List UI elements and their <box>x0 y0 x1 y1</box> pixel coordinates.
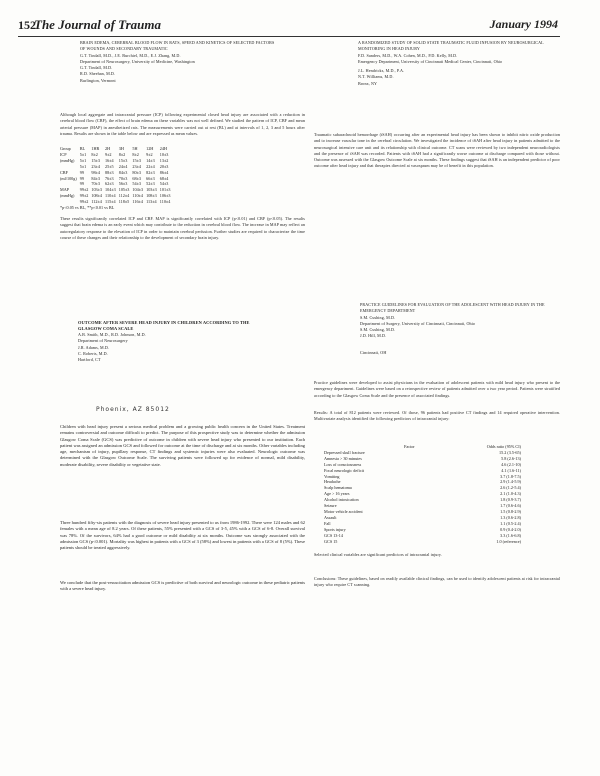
table-cell: 99±2 <box>79 187 89 193</box>
table-cell: 8±2 <box>132 151 139 157</box>
right-abstract-methods: Practice guidelines were developed to assist physicians in the evaluation of adolescent patients with mild head injury who present to the emergency department. Guidelines were based on a retrospective review of patients admitted over a two year period. Patients were stratified according to the Glasgow Coma Scale and the presence of associated findings. <box>314 380 560 398</box>
table-cell: 104±3 <box>105 187 116 193</box>
table-cell: 101±3 <box>159 187 171 193</box>
right-top-title: A RANDOMIZED STUDY OF SOLID STATE TRAUMATIC FLUID INFUSION BY NEUROSURGICAL MONITORING IN HEAD INJURY <box>358 40 544 52</box>
table-cell: 110±4 <box>105 193 116 199</box>
right-table-header-factor: Factor <box>404 444 415 449</box>
left-top-author3: R.D. Sheehan, M.D. <box>80 71 116 77</box>
left-box-authors: A.B. Smith, M.D., R.D. Johnson, M.D. <box>78 332 146 337</box>
table-cell: 99±2 <box>79 199 89 205</box>
factor-cell: Alcohol intoxication <box>324 497 359 503</box>
right-table-body <box>324 450 524 545</box>
table-cell: 68±4 <box>159 175 169 181</box>
table-cell: 84±3 <box>91 175 100 181</box>
table-cell: 2H <box>105 146 111 151</box>
left-top-author2: G.T. Tindall, M.D. <box>80 65 113 71</box>
table-cell: 68±3 <box>132 175 141 181</box>
table-cell: 98±4 <box>91 169 100 175</box>
right-top-author3: N.T. Williams, M.D. <box>358 74 394 80</box>
factor-cell: Age > 16 years <box>324 491 350 497</box>
table-cell: 20±3 <box>159 163 169 169</box>
table-cell: 106±3 <box>159 193 171 199</box>
right-mid-city: Cincinnati, OH <box>360 349 387 355</box>
factor-cell: Sports injury <box>324 526 346 532</box>
table-cell: 62±3 <box>105 181 114 187</box>
right-top-city: Bronx, NY <box>358 80 378 86</box>
right-mid-affiliation: Department of Surgery, University of Cincinnati, Cincinnati, Ohio <box>360 320 476 326</box>
factor-cell: Fall <box>324 520 331 526</box>
table-cell: BL <box>79 146 86 151</box>
table-cell: 23±4 <box>132 163 141 169</box>
table-cell: 14±3 <box>146 157 155 163</box>
odds-cell: 15.2 (3.5-65) <box>499 449 521 455</box>
right-table-note: Selected clinical variables are significant predictors of intracranial injury. <box>314 552 442 557</box>
table-cell: (mmHg) <box>60 193 75 199</box>
factor-cell: Focal neurologic deficit <box>324 467 365 473</box>
table-cell: 16±4 <box>105 157 114 163</box>
journal-title: The Journal of Trauma <box>34 17 162 32</box>
table-cell: 99 <box>79 169 84 175</box>
odds-cell: 1.5 (0.8-2.9) <box>500 508 521 514</box>
right-data-table <box>324 444 524 544</box>
table-cell: 8±2 <box>118 151 126 157</box>
right-top-authors: F.D. Sanders, M.D., W.A. Cohen, M.D., P.D. Kelly, M.D. <box>358 52 458 58</box>
table-cell: (mmHg) <box>60 157 75 163</box>
table-cell: 84±3 <box>118 169 128 175</box>
table-cell: 56±3 <box>118 181 128 187</box>
right-mid-title: PRACTICE GUIDELINES FOR EVALUATION OF THE ADOLESCENT WITH HEAD INJURY IN THE EMERGENCY DEPARTMENT <box>360 302 545 314</box>
header-rule <box>18 36 560 37</box>
table-cell: 108±4 <box>91 193 103 199</box>
table-cell: 5±1 <box>79 163 87 169</box>
table-cell: 113±4 <box>146 199 157 205</box>
table-cell: 118±5 <box>118 199 130 205</box>
odds-cell: 5.8 (2.6-13) <box>501 455 521 461</box>
right-top-author2: J.L. Hendricks, M.D., P.A. <box>358 68 405 74</box>
table-cell: 105±3 <box>118 187 130 193</box>
right-mid-author3: J.D. Hill, M.D. <box>360 333 387 339</box>
factor-cell: Headache <box>324 479 341 485</box>
factor-cell: GCS 15 <box>324 538 338 544</box>
right-abstract-results: Results: A total of 812 patients were reviewed. Of those, 96 patients had positive CT findings and 14 required operative intervention. Multivariate analysis identified the following predictors of intracranial injury: <box>314 410 560 422</box>
odds-cell: 1.3 (0.6-2.8) <box>500 514 521 520</box>
table-cell: 5H <box>132 146 138 151</box>
table-cell: 24H <box>159 146 167 151</box>
table-row <box>324 539 524 545</box>
right-mid-abstract-header <box>360 302 555 356</box>
table-cell: 9±2 <box>146 151 153 157</box>
left-box-title: OUTCOME AFTER SEVERE HEAD INJURY IN CHILDREN ACCORDING TO THE GLASGOW COMA SCALE <box>78 320 250 331</box>
odds-cell: 2.1 (1.0-4.3) <box>500 491 521 497</box>
table-cell: 1HR <box>91 146 100 151</box>
right-mid-author2: S.M. Cushing, M.D. <box>360 327 396 333</box>
left-body-conclusion: We conclude that the post-resuscitation admission GCS is predictive of both survival and neurologic outcome in these pediatric patients with a severe head injury. <box>60 580 305 592</box>
left-box-author2: J.R. Adams, M.D. <box>78 344 110 350</box>
table-cell: 110±4 <box>132 193 143 199</box>
factor-cell: Seizure <box>324 503 337 509</box>
left-table-note-row <box>60 205 173 211</box>
odds-cell: 2.6 (1.2-5.4) <box>500 485 521 491</box>
odds-cell: 3.7 (1.8-7.5) <box>500 473 521 479</box>
factor-cell: Scalp hematoma <box>324 485 352 491</box>
right-top-abstract-header <box>358 40 548 87</box>
table-cell: 80±3 <box>132 169 141 175</box>
table-cell: 88±3 <box>105 169 114 175</box>
table-cell: CBF <box>60 169 68 175</box>
odds-cell: 1.0 (reference) <box>496 538 521 544</box>
odds-cell: 1.1 (0.5-2.4) <box>500 520 521 526</box>
right-abstract-body: Traumatic subarachnoid hemorrhage (tSAH) occurring after an experimental head injury has been shown to inhibit nitric oxide production and to increase vascular tone in the cerebral circulation. We investigated the incidence of tSAH after head injury in patients admitted to the neurosurgical intensive care unit and its relationship with clinical outcome. CT scans were reviewed by two independent neuroradiologists and the presence of tSAH was recorded. Patients with tSAH had a significantly worse outcome at discharge compared with those without. Outcome was assessed with the Glasgow Outcome Scale at six months. These findings suggest that tSAH is an independent predictor of poor outcome after head injury and that therapies directed at vasospasm may be of benefit in this population. <box>314 132 560 169</box>
table-cell: (ml/100g) <box>60 175 77 181</box>
table-cell: 25±5 <box>105 163 114 169</box>
table-cell: 116±4 <box>132 199 143 205</box>
left-box-abstract-header <box>78 320 258 363</box>
table-cell: 13±2 <box>159 157 169 163</box>
table-cell: 22±4 <box>146 163 155 169</box>
odds-cell: 0.9 (0.4-2.0) <box>500 526 521 532</box>
left-table-note: *p<0.05 vs BL, **p<0.01 vs BL <box>60 205 115 211</box>
factor-cell: Loss of consciousness <box>324 461 362 467</box>
table-cell: 110±4 <box>159 199 171 205</box>
table-cell: 12H <box>146 146 154 151</box>
table-cell: 103±3 <box>146 187 157 193</box>
table-cell: 52±3 <box>146 181 155 187</box>
factor-cell: Amnesia > 30 minutes <box>324 455 362 461</box>
table-cell: 82±3 <box>146 169 155 175</box>
factor-cell: GCS 13-14 <box>324 532 343 538</box>
left-abstract-intro: Although local aggregate and intracranial pressure (ICP) following experimental closed head injury are associated with a reduction in cerebral blood flow (CBF), the effect of brain edema on these variables was not well defined. We studied the pattern of ICP, CBF and mean arterial pressure (MAP) in anesthetized rats. The measurements were carried out at rest (BL) and at intervals of 1, 2, 3 and 5 hours after trauma. Results are shown in the table below and are expressed as mean values. <box>60 112 305 136</box>
table-cell: 112±4 <box>91 199 102 205</box>
factor-cell: Assault <box>324 514 337 520</box>
table-cell: Group <box>60 146 71 151</box>
table-cell: ICP <box>60 151 67 157</box>
table-cell: 24±4 <box>118 163 128 169</box>
issue-date: January 1994 <box>489 17 558 31</box>
factor-cell: Vomiting <box>324 473 340 479</box>
table-cell: 54±3 <box>132 181 141 187</box>
odds-cell: 1.7 (0.6-4.6) <box>500 503 521 509</box>
right-abstract-conclusion: Conclusions: These guidelines, based on readily available clinical findings, can be used to identify adolescent patients at risk for intracranial injury who require CT scanning. <box>314 576 560 588</box>
odds-cell: 4.6 (2.1-10) <box>501 461 521 467</box>
left-top-city: Burlington, Vermont <box>80 77 116 83</box>
table-cell: 15±3 <box>118 157 128 163</box>
table-cell: 103±3 <box>91 187 103 193</box>
table-cell: 54±3 <box>159 181 169 187</box>
left-box-author3: C. Roberts, M.D. <box>78 350 108 356</box>
left-top-authors: G.T. Tindall, M.D., J.E. Burchiel, M.D., E.J. Zhang, M.D. <box>80 52 181 58</box>
table-cell: 76±3 <box>105 175 114 181</box>
table-cell: 8±2 <box>91 151 98 157</box>
odds-cell: 1.8 (0.9-3.7) <box>500 497 521 503</box>
left-body-results: Three hundred fifty-six patients with the diagnosis of severe head injury presented to us from 1986-1992. There were 124 males and 62 females with a mean age of 8.2 years. Of these patients, 55% presented with a GCS of 3-5, 45% with a GCS of 6-8. Overall survival was 78%. Of the survivors, 64% had a good outcome or mild disability at six months. Outcome was strongly associated with the admission GCS (p<0.001). Mortality was highest in patients with a GCS of 3 (58%) and lowest in patients with a GCS of 8 (5%). These patients should be treated aggressively. <box>60 520 305 551</box>
table-cell: 10±3 <box>159 151 169 157</box>
table-cell: 66±3 <box>146 175 155 181</box>
odds-cell: 3.3 (1.6-6.8) <box>500 532 521 538</box>
table-cell: 15±3 <box>132 157 141 163</box>
left-box-city: Hartford, CT <box>78 357 101 363</box>
table-cell: MAP <box>60 187 70 193</box>
left-table-body <box>60 146 173 211</box>
left-data-table <box>60 146 173 211</box>
table-cell: 86±4 <box>159 169 169 175</box>
odds-cell: 4.1 (1.6-11) <box>501 467 521 473</box>
left-box-affiliation: Department of Neurosurgery <box>78 338 128 344</box>
handwritten-location: Phoenix, AZ 85012 <box>96 406 170 413</box>
left-top-abstract-header <box>80 40 280 84</box>
table-cell: 70±3 <box>91 181 100 187</box>
table-cell: 9±2 <box>105 151 112 157</box>
table-cell: 3H <box>118 146 124 151</box>
right-top-affiliation: Emergency Department, University of Cincinnati Medical Center, Cincinnati, Ohio <box>358 58 503 64</box>
left-abstract-results: These results significantly correlated ICP and CBF. MAP is significantly correlated with ICP (p<0.01) and CBF (p<0.05). The results suggest that brain edema is an early event which may contribute to the reduction in cerebral blood flow. The increase in MAP may reflect an autoregulatory response to the elevation of ICP in order to maintain cerebral perfusion. Further studies are required to characterize the time course of these changes and their relationship to the development of secondary brain injury. <box>60 216 305 240</box>
right-table-header-odds: Odds ratio (95% CI) <box>486 444 521 449</box>
factor-cell: Depressed skull fracture <box>324 449 365 455</box>
table-cell: 23±4 <box>91 163 100 169</box>
table-cell: 5±1 <box>79 157 87 163</box>
table-cell: 104±3 <box>132 187 144 193</box>
left-top-title: BRAIN EDEMA, CEREBRAL BLOOD FLOW IN RATS, SPEED AND KINETICS OF SELECTED FACTORS OF WOUNDS AND SECONDARY TRAUMATIC <box>80 40 275 52</box>
table-cell: 99 <box>79 175 84 181</box>
right-mid-authors: S.M. Cushing, M.D. <box>360 314 396 320</box>
table-cell: 70±3 <box>118 175 128 181</box>
table-cell: 108±3 <box>146 193 157 199</box>
odds-cell: 2.9 (1.4-5.9) <box>500 479 521 485</box>
table-cell: 99 <box>79 181 84 187</box>
table-cell: 15±3 <box>91 157 100 163</box>
table-cell: 99±2 <box>79 193 89 199</box>
table-cell: 5±1 <box>79 151 87 157</box>
page-number: 152 <box>18 18 36 32</box>
factor-cell: Motor vehicle accident <box>324 508 363 514</box>
left-body-intro: Children with head injury present a serious medical problem and a growing public health concern in the United States. Treatment remains controversial and outcome difficult to predict. The purpose of this prospective study was to determine whether the admission Glasgow Coma Scale (GCS) was predictive of outcome in children with severe head injury who presented to our institution. Each patient was assigned an admission GCS and followed for outcome at the time of discharge and at six months. Other variables including age, mechanism of injury, pupillary response, CT findings and systemic injuries were also evaluated. Neurologic outcome was determined with the Glasgow Outcome Scale. The surviving patients were followed up for evidence of normal, mild disability, moderate disability, severe disability or vegetative state. <box>60 424 305 467</box>
left-top-affiliation: Department of Neurosurgery, University of Medicine, Washington <box>80 58 195 64</box>
table-cell: 115±4 <box>105 199 116 205</box>
table-cell: 112±4 <box>118 193 130 199</box>
